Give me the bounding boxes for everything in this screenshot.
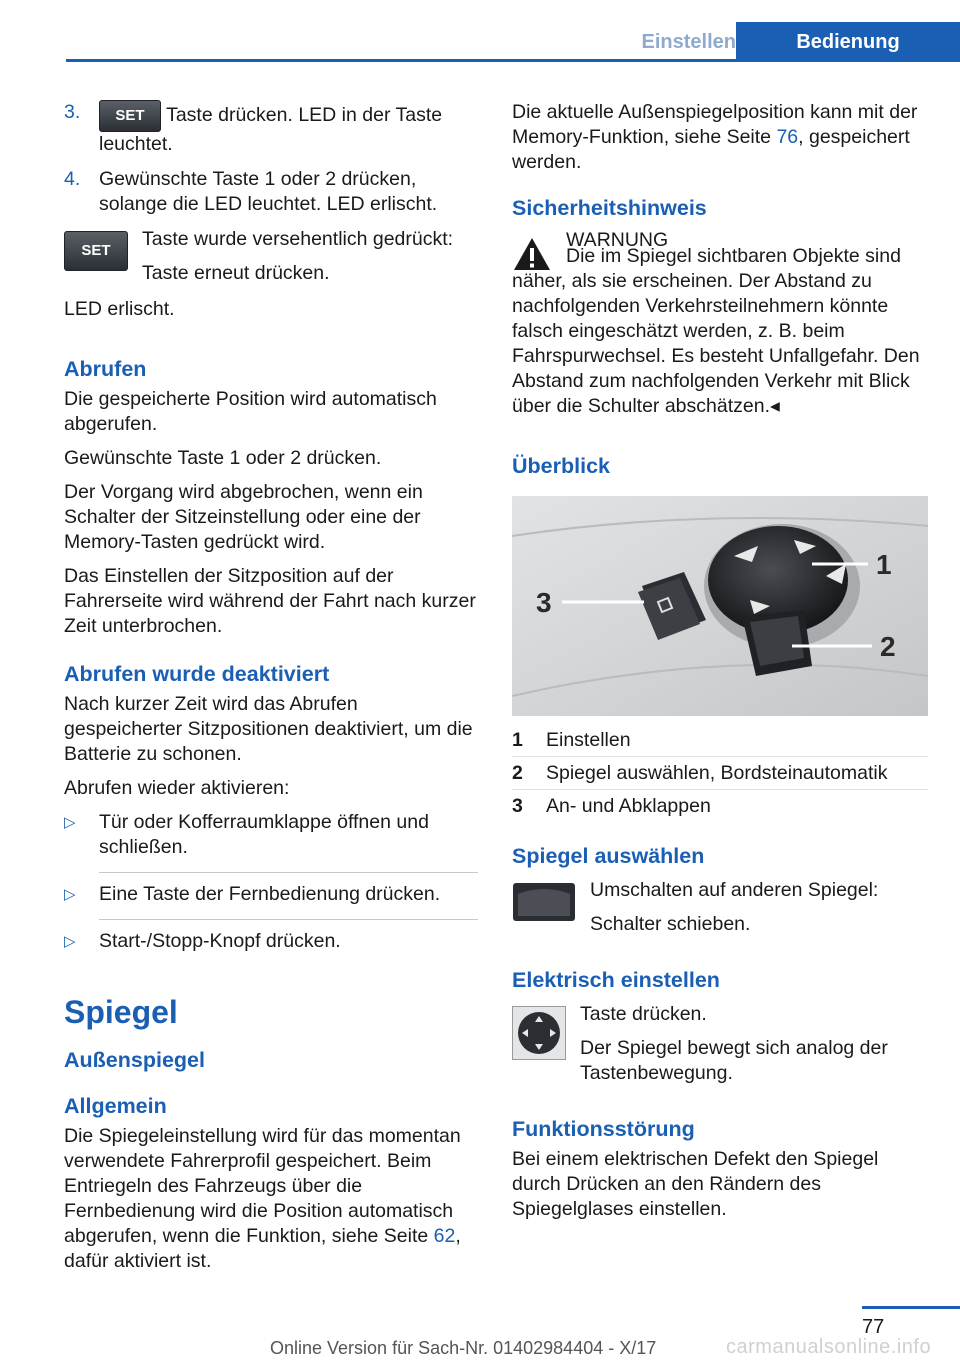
right-column: [512, 100, 928, 1231]
heading-aussenspiegel: Außenspiegel: [64, 1048, 205, 1072]
step-4: [64, 167, 478, 217]
auswaehlen-line1: Umschalten auf anderen Spiegel:: [590, 879, 879, 901]
led-off-text: LED erlischt.: [64, 298, 175, 320]
section-tab-einstellen[interactable]: Einstellen: [641, 31, 736, 53]
list-divider: [99, 872, 478, 873]
elektrisch-line2: Der Spiegel bewegt sich analog der Tastenbewegung.: [580, 1037, 888, 1084]
deaktiviert-p1: Nach kurzer Zeit wird das Abrufen gespeicherter Sitzpositionen deaktiviert, um die Batterie zu schonen.: [64, 693, 473, 765]
footer-rule: [862, 1306, 960, 1309]
heading-abrufen-deaktiviert: Abrufen wurde deaktiviert: [64, 662, 330, 686]
step-3: [64, 100, 478, 157]
list-item: ▷ Start-/Stopp-Knopf drücken.: [64, 930, 341, 952]
deaktiviert-p2: Abrufen wieder aktivieren:: [64, 777, 290, 799]
section-tab-bedienung[interactable]: Bedienung: [736, 22, 960, 62]
online-version-text: Online Version für Sach-Nr. 01402984404 - X/17: [270, 1338, 657, 1358]
step-text: Gewünschte Taste 1 oder 2 drücken, solange die LED leuchtet. LED erlischt.: [99, 168, 438, 215]
step-number: 4.: [64, 168, 81, 190]
set-note-line1: Taste wurde versehentlich gedrückt:: [142, 228, 454, 250]
legend-row: 3 An- und Abklappen: [512, 789, 928, 822]
step-number: 3.: [64, 101, 81, 123]
header-rule: [66, 59, 960, 62]
step-text: Taste drücken. LED in der Taste leuchtet.: [99, 104, 443, 155]
auswaehlen-line2: Schalter schieben.: [590, 913, 751, 935]
heading-elektrisch-einstellen: Elektrisch einstellen: [512, 968, 720, 992]
set-note: [64, 227, 478, 295]
intro-text: Die aktuelle Außenspiegelposition kann mit der Memory-Funktion, siehe Seite 76, gespeichert werden.: [512, 101, 918, 173]
legend-row: 1 Einstellen: [512, 729, 631, 751]
triangle-bullet-icon: ▷: [64, 814, 76, 831]
heading-sicherheitshinweis: Sicherheitshinweis: [512, 196, 707, 220]
page-header: [66, 22, 960, 62]
triangle-bullet-icon: ▷: [64, 886, 76, 903]
set-button-icon: SET: [99, 100, 161, 132]
callout-3: 3: [536, 587, 552, 618]
warning-triangle-icon: [512, 236, 552, 272]
heading-spiegel: Spiegel: [64, 994, 178, 1030]
figure-legend: [512, 724, 928, 822]
legend-row: 2 Spiegel auswählen, Bordsteinautomatik: [512, 756, 928, 789]
page-number: 77: [862, 1316, 885, 1338]
callout-2: 2: [880, 631, 896, 662]
abrufen-p2: Gewünschte Taste 1 oder 2 drücken.: [64, 447, 382, 469]
elektrisch-line1: Taste drücken.: [580, 1003, 707, 1025]
elektrisch-row: [512, 1002, 928, 1095]
heading-spiegel-auswaehlen: Spiegel auswählen: [512, 844, 705, 868]
left-column: [64, 100, 478, 1283]
warning-text: Die im Spiegel sichtbaren Objekte sind näher, als sie erscheinen. Der Abstand zu nachfolgenden Verkehrsteilnehmern könnte falsch eingeschätzt werden, z. B. beim Fahrspurwechsel. Es besteht Unfallgefahr. Den Abstand zum nachfolgenden Verkehr mit Blick über die Schulter abschätzen.◂: [512, 245, 920, 417]
set-button-icon: SET: [64, 231, 128, 271]
page-link-62[interactable]: 62: [433, 1225, 456, 1247]
abrufen-p4: Das Einstellen der Sitzposition auf der Fahrerseite wird während der Fahrt nach kurzer Zeit unterbrochen.: [64, 565, 476, 637]
mirror-adjust-knob-icon: [512, 1006, 566, 1060]
page-link-76[interactable]: 76: [776, 126, 799, 148]
list-item: ▷ Tür oder Kofferraumklappe öffnen und schließen.: [64, 811, 429, 858]
warning-label: WARNUNG: [566, 229, 669, 251]
watermark: carmanualsonline.info: [726, 1336, 932, 1358]
heading-abrufen: Abrufen: [64, 357, 147, 381]
heading-allgemein: Allgemein: [64, 1094, 167, 1118]
set-note-line2: Taste erneut drücken.: [142, 262, 330, 284]
heading-funktionsstoerung: Funktionsstörung: [512, 1117, 695, 1141]
end-mark-icon: ◂: [770, 395, 780, 417]
abrufen-p3: Der Vorgang wird abgebrochen, wenn ein Schalter der Sitzeinstellung oder eine der Memory-Tasten gedrückt wird.: [64, 481, 423, 553]
auswaehlen-row: [512, 878, 928, 946]
mirror-switch-illustration: [512, 496, 928, 716]
mirror-switch-figure: [512, 496, 928, 716]
triangle-bullet-icon: ▷: [64, 933, 76, 950]
abrufen-p1: Die gespeicherte Position wird automatisch abgerufen.: [64, 388, 437, 435]
list-item: ▷ Eine Taste der Fernbedienung drücken.: [64, 883, 441, 905]
list-divider: [99, 919, 478, 920]
allgemein-text: Die Spiegeleinstellung wird für das momentan verwendete Fahrerprofil gespeichert. Beim Entriegeln des Fahrzeugs über die Fernbedienung wird die Position automatisch abgerufen, wenn die Funktion, siehe Seite 62, dafür aktiviert ist.: [64, 1125, 461, 1272]
heading-ueberblick: Überblick: [512, 454, 610, 478]
stoerung-text: Bei einem elektrischen Defekt den Spiegel durch Drücken an den Rändern des Spiegelglases einstellen.: [512, 1148, 879, 1220]
callout-1: 1: [876, 549, 892, 580]
mirror-select-switch-icon: [512, 882, 576, 922]
